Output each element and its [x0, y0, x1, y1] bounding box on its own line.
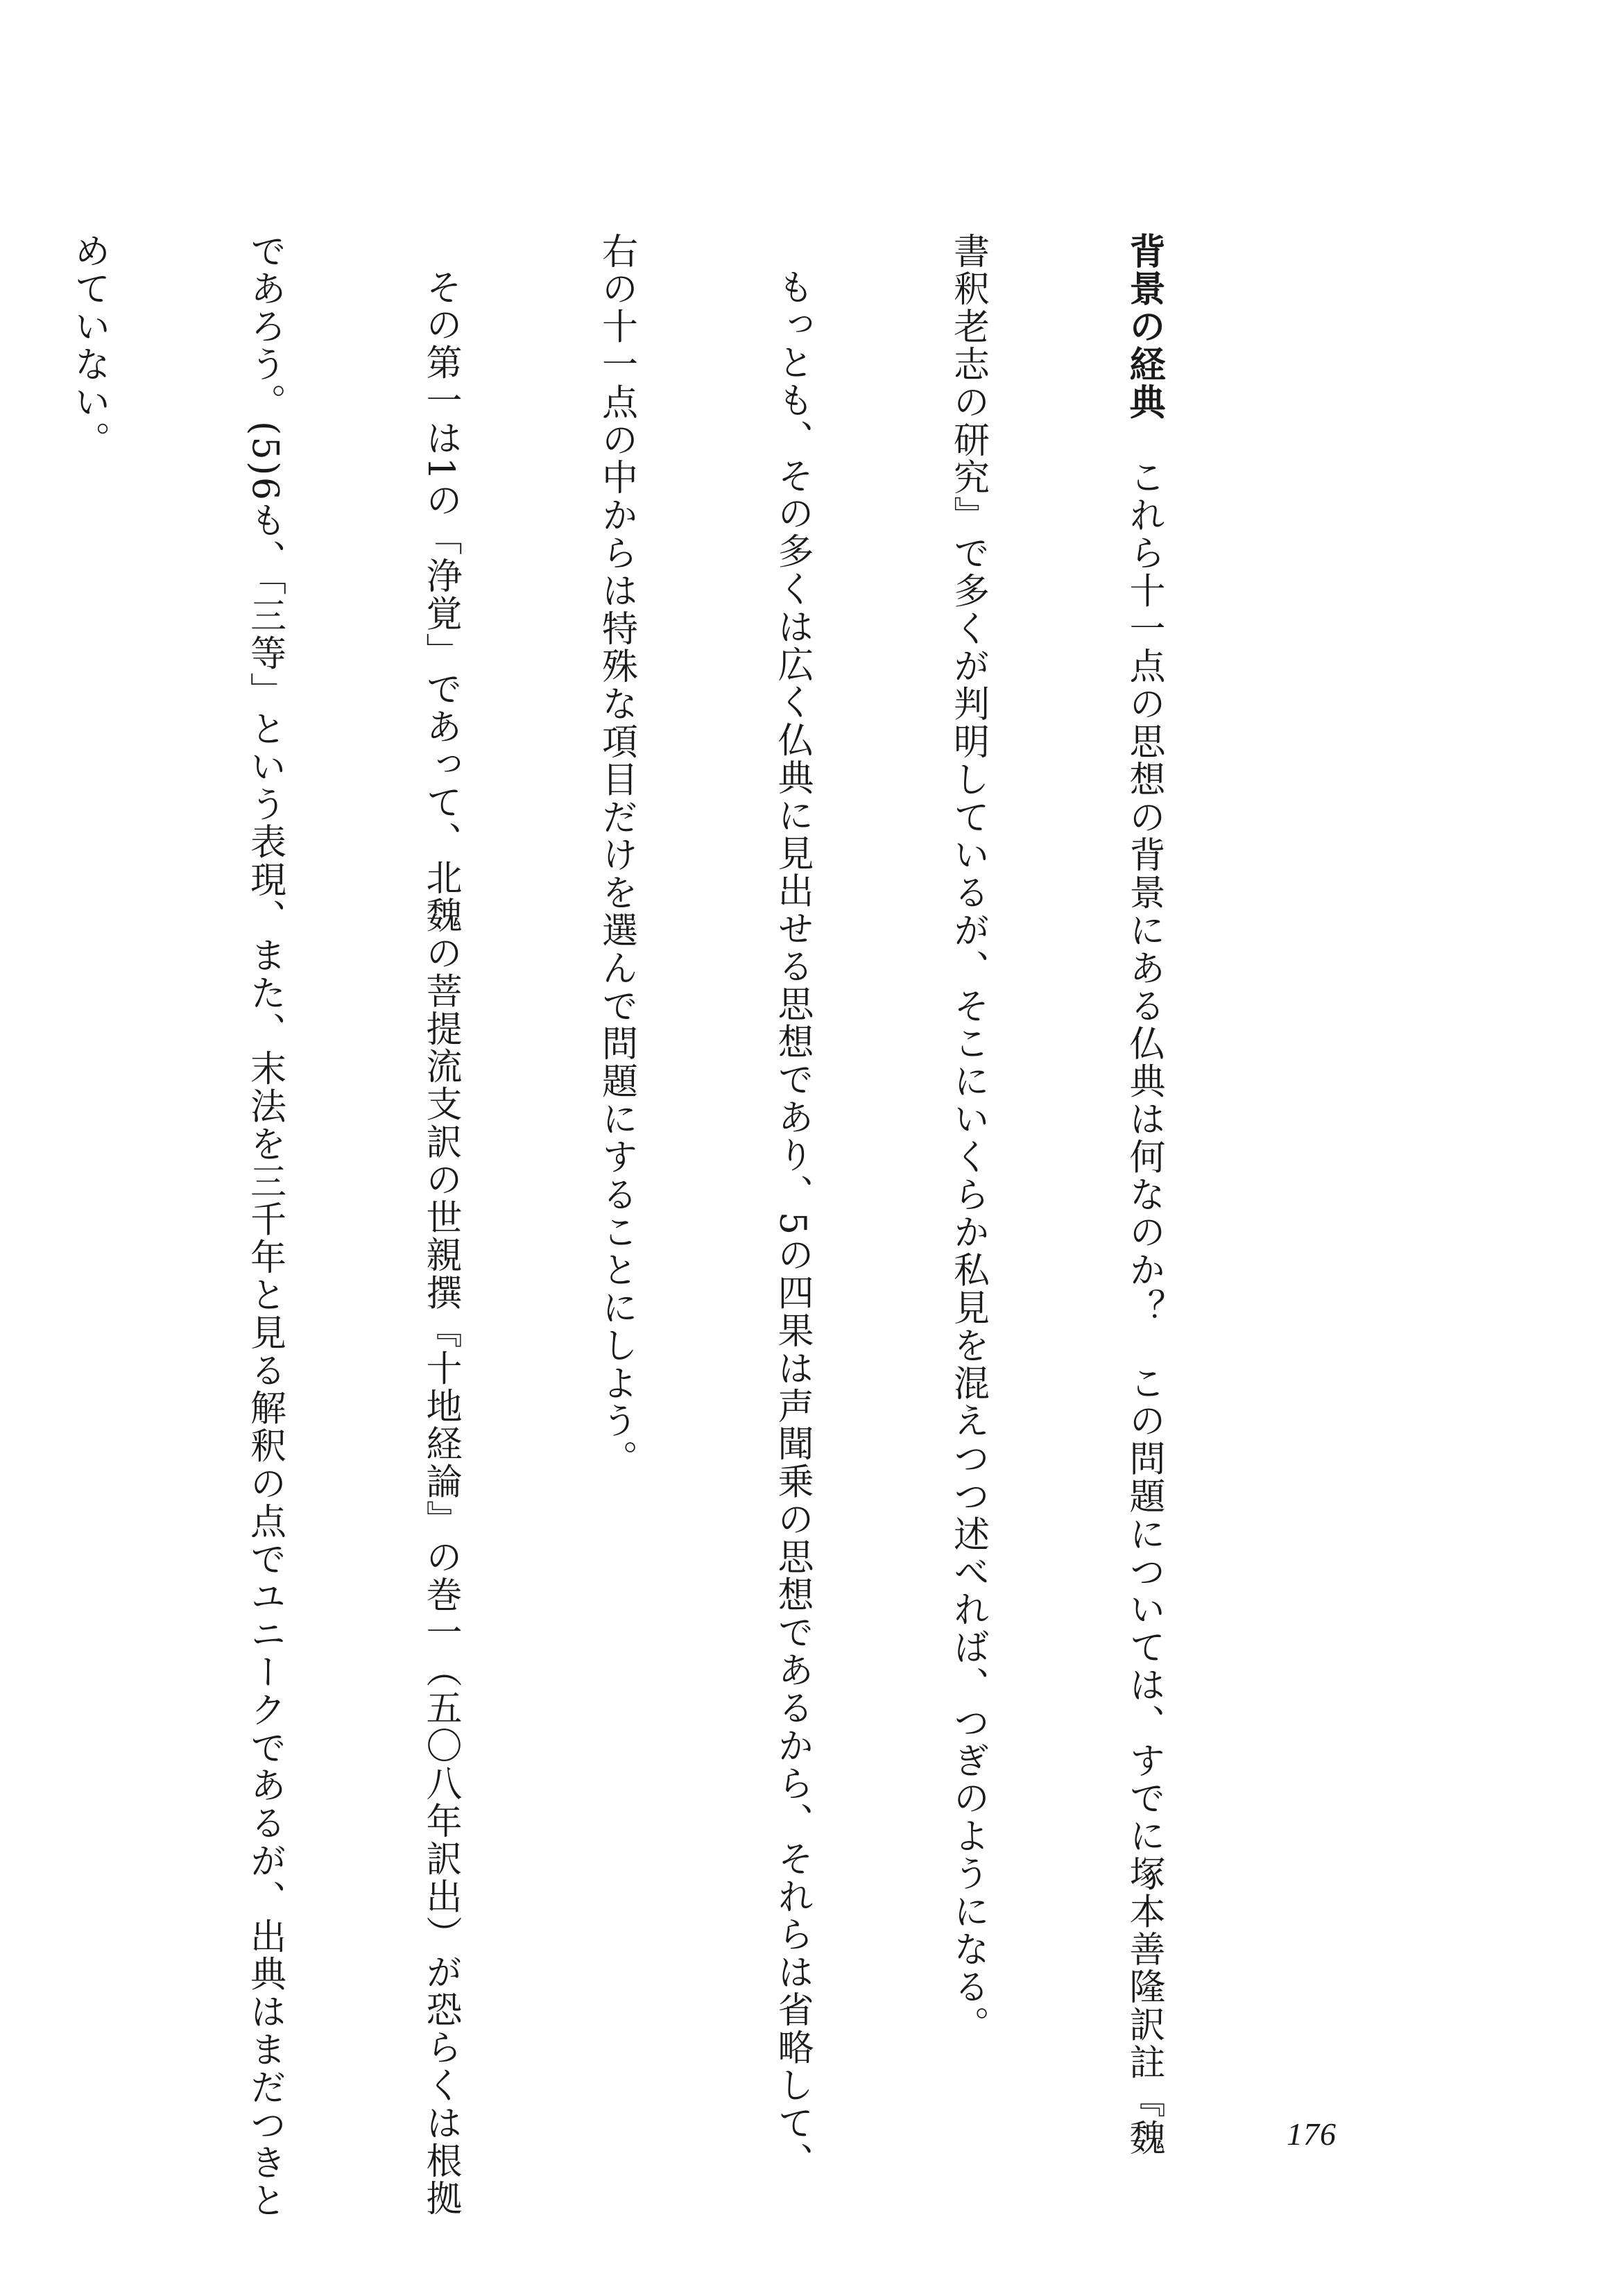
section-heading: 背景の経典 [1123, 232, 1165, 421]
text-line-6: であろう。(5)6も、「三等」という表現、また、末法を三千年と見る解釈の点でユニークであるが、出典はまだつきと [243, 232, 286, 2220]
text-line-1: 背景の経典 これら十一点の思想の背景にある仏典は何なのか？ この問題については、すでに塚本善隆訳註『魏 [1123, 232, 1165, 2157]
text-line-3: もっとも、その多くは広く仏典に見出せる思想であり、5の四果は声聞乗の思想であるから、それらは省略して、 [771, 268, 813, 2180]
text-line-5: その第一は1の「浄覚」であって、北魏の菩提流支訳の世親撰『十地経論』の巻一（五〇八年訳出）が恐らくは根拠 [420, 268, 461, 2218]
text-line-2: 書釈老志の研究』で多くが判明しているが、そこにいくらか私見を混えつつ述べれば、つぎのようになる。 [947, 232, 989, 2044]
text-line-4: 右の十一点の中からは特殊な項目だけを選んで問題にすることにしよう。 [595, 232, 637, 1478]
page-number: 176 [1287, 2116, 1337, 2152]
text-line-7: めていない。 [68, 232, 110, 459]
body-text [0, 232, 1290, 2220]
